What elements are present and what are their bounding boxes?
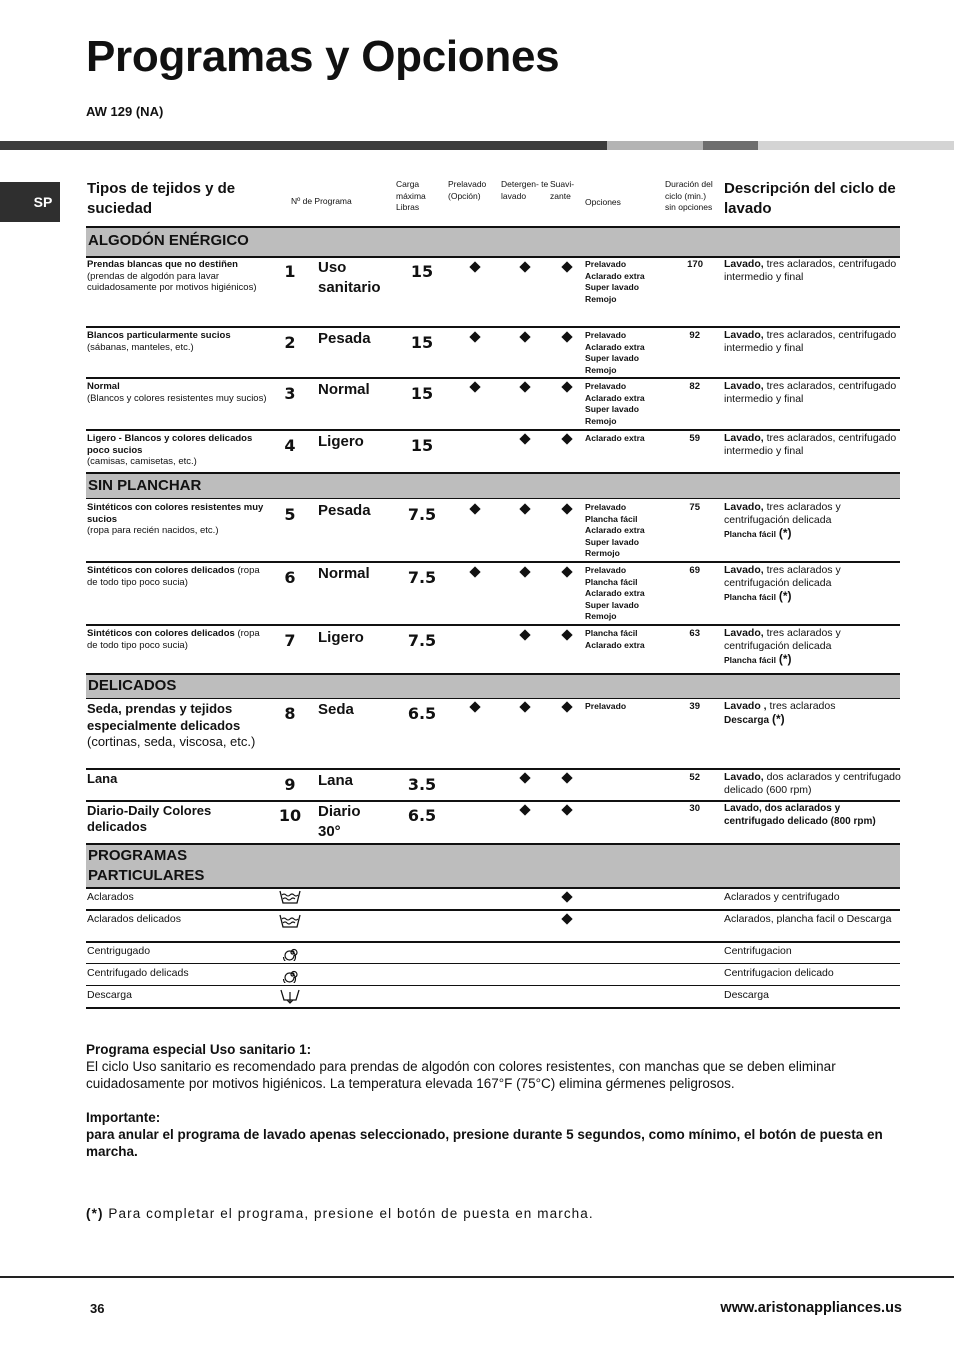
header-carga: Carga máxima Libras: [396, 179, 426, 212]
options-list: Prelavado Aclarado extra Super lavado Remojo: [585, 330, 645, 375]
table-row-1-tipo: Prendas blancas que no destiñen (prendas de algodón para lavar cuidadosamente por motivos higiénicos): [87, 259, 257, 293]
max-load: 15: [410, 262, 434, 281]
cycle-duration: 170: [687, 259, 703, 270]
diamond-icon: [469, 701, 480, 712]
table-rule: [86, 768, 900, 770]
diamond-icon: [561, 629, 572, 640]
program-name: Ligero: [318, 433, 364, 450]
diamond-icon: [561, 804, 572, 815]
max-load: 15: [410, 436, 434, 455]
table-rule: [86, 698, 900, 699]
header-opciones: Opciones: [585, 197, 621, 207]
table-row-4-tipo: Ligero - Blancos y colores delicados poco sucios (camisas, camisetas, etc.): [87, 433, 253, 467]
max-load: 6.5: [407, 806, 437, 825]
options-list: Prelavado Aclarado extra Super lavado Remojo: [585, 381, 645, 426]
cycle-duration: 52: [689, 772, 700, 783]
table-rule: [86, 941, 900, 943]
max-load: 15: [410, 333, 434, 352]
cycle-duration: 30: [689, 803, 700, 814]
diamond-icon: [519, 629, 530, 640]
table-row-5-tipo: Sintéticos con colores resistentes muy sucios (ropa para recién nacidos, etc.): [87, 502, 264, 536]
cycle-description: Lavado, tres aclarados, centrifugado intermedio y final: [724, 329, 897, 354]
section-delicados: DELICADOS: [86, 675, 900, 698]
header-bar-segment: [0, 141, 607, 150]
cycle-duration: 75: [689, 502, 700, 513]
page-number: 36: [90, 1301, 105, 1316]
diamond-icon: [519, 701, 530, 712]
table-rule: [86, 909, 900, 911]
program-number: 8: [284, 704, 296, 723]
table-row-6-tipo: Sintéticos con colores delicados (ropa de todo tipo poco sucia): [87, 565, 260, 588]
table-row-9-tipo: Lana: [87, 771, 118, 786]
diamond-icon: [561, 381, 572, 392]
footer-rule: [0, 1276, 954, 1278]
website-link[interactable]: www.aristonappliances.us: [720, 1300, 902, 1316]
drain-icon: [280, 988, 300, 1004]
section-particulares: PROGRAMAS PARTICULARES: [86, 845, 900, 887]
max-load: 15: [410, 384, 434, 403]
program-name: Normal: [318, 565, 370, 582]
program-number: 2: [284, 333, 296, 352]
diamond-icon: [519, 772, 530, 783]
cycle-description: Lavado, tres aclarados y centrifugación delicada Plancha fácil (*): [724, 501, 841, 540]
diamond-icon: [561, 891, 572, 902]
cycle-duration: 92: [689, 330, 700, 341]
max-load: 3.5: [407, 775, 437, 794]
diamond-icon: [561, 331, 572, 342]
special-row-desc: Centrifugacion: [724, 945, 792, 957]
header-detergente: Detergen- te lavado: [501, 179, 549, 201]
program-name: Lana: [318, 772, 354, 789]
max-load: 6.5: [407, 704, 437, 723]
special-row-desc: Centrifugacion delicado: [724, 967, 834, 979]
header-bar-segment: [607, 141, 703, 150]
max-load: 7.5: [407, 631, 437, 650]
diamond-icon: [519, 381, 530, 392]
section-algodon: ALGODÓN ENÉRGICO: [86, 228, 900, 256]
program-number: 5: [284, 505, 296, 524]
rinse-icon: [279, 889, 301, 905]
options-list: Prelavado Plancha fácil Aclarado extra Super lavado Rermojo: [585, 502, 645, 558]
table-rule: [86, 985, 900, 986]
language-tab: [0, 182, 60, 222]
diamond-icon: [519, 804, 530, 815]
model-number: AW 129 (NA): [86, 104, 164, 119]
table-rule: [86, 429, 900, 431]
diamond-icon: [469, 331, 480, 342]
cycle-description: Lavado, tres aclarados, centrifugado intermedio y final: [724, 258, 897, 283]
special-row-tipo: Centrigugado: [87, 945, 151, 957]
options-list: Plancha fácil Aclarado extra: [585, 628, 645, 650]
program-number: 3: [284, 384, 296, 403]
program-number: 10: [278, 806, 302, 825]
program-number: 6: [284, 568, 296, 587]
diamond-icon: [469, 381, 480, 392]
special-row-tipo: Aclarados: [87, 891, 134, 903]
section-sin-planchar: SIN PLANCHAR: [86, 474, 900, 498]
cycle-description: Lavado, dos aclarados y centrifugado delicado (800 rpm): [724, 803, 876, 827]
special-row-desc: Aclarados, plancha facil o Descarga: [724, 913, 892, 925]
diamond-icon: [469, 503, 480, 514]
diamond-icon: [561, 503, 572, 514]
cycle-duration: 69: [689, 565, 700, 576]
diamond-icon: [561, 433, 572, 444]
header-descripcion: Descripción del ciclo de lavado: [724, 180, 896, 217]
header-programa: Nº de Programa: [291, 196, 352, 206]
header-prelavado: Prelavado (Opción): [448, 179, 487, 201]
diamond-icon: [519, 261, 530, 272]
table-rule: [86, 326, 900, 328]
diamond-icon: [561, 913, 572, 924]
diamond-icon: [561, 261, 572, 272]
table-rule: [86, 963, 900, 964]
cycle-description: Lavado, tres aclarados y centrifugación delicada Plancha fácil (*): [724, 564, 841, 603]
cycle-duration: 39: [689, 701, 700, 712]
diamond-icon: [469, 566, 480, 577]
cycle-description: Lavado, dos aclarados y centrifugado delicado (600 rpm): [724, 771, 901, 796]
program-name: Pesada: [318, 330, 371, 347]
program-name: Seda: [318, 701, 354, 718]
important-note: Importante: para anular el programa de lavado apenas seleccionado, presione durante 5 segundos, como mínimo, el botón de puesta en marcha.: [86, 1110, 883, 1159]
table-row-3-tipo: Normal (Blancos y colores resistentes muy sucios): [87, 381, 267, 404]
options-list: Prelavado Plancha fácil Aclarado extra Super lavado Remojo: [585, 565, 645, 621]
header-suavizante: Suavi- zante: [550, 179, 575, 201]
diamond-icon: [469, 261, 480, 272]
diamond-icon: [519, 503, 530, 514]
table-rule: [86, 887, 900, 889]
cycle-description: Lavado, tres aclarados y centrifugación delicada Plancha fácil (*): [724, 627, 841, 666]
options-list: Aclarado extra: [585, 433, 645, 443]
diamond-icon: [519, 331, 530, 342]
diamond-icon: [561, 772, 572, 783]
cycle-description: Lavado, tres aclarados, centrifugado intermedio y final: [724, 432, 897, 457]
footnote: (*) Para completar el programa, presione el botón de puesta en marcha.: [86, 1206, 594, 1221]
header-duracion: Duración del ciclo (min.) sin opciones: [665, 179, 713, 212]
max-load: 7.5: [407, 568, 437, 587]
options-list: Prelavado Aclarado extra Super lavado Remojo: [585, 259, 645, 304]
spin-icon: [282, 944, 299, 961]
special-program-note: Programa especial Uso sanitario 1: El ciclo Uso sanitario es recomendado para prendas de algodón con colores resistentes, con manchas que se deben eliminar cuidadosamente por motivos higiénicos. La temperatura elevada 167°F (75°C) elimina gérmenes peligrosos.: [86, 1042, 836, 1091]
table-row-10-tipo: Diario-Daily Colores delicados: [87, 803, 212, 834]
cycle-duration: 82: [689, 381, 700, 392]
options-list: Prelavado: [585, 701, 627, 711]
table-rule: [86, 498, 900, 499]
cycle-duration: 59: [689, 433, 700, 444]
diamond-icon: [561, 701, 572, 712]
program-name: Normal: [318, 381, 370, 398]
table-rule: [86, 377, 900, 379]
cycle-description: Lavado, tres aclarados, centrifugado intermedio y final: [724, 380, 897, 405]
rinse-icon: [279, 913, 301, 929]
language-tab-label: SP: [33, 194, 53, 210]
special-row-tipo: Aclarados delicados: [87, 913, 181, 925]
program-number: 9: [284, 775, 296, 794]
table-row-2-tipo: Blancos particularmente sucios (sábanas, manteles, etc.): [87, 330, 231, 353]
cycle-description: Lavado , tres aclarados Descarga (*): [724, 700, 836, 726]
diamond-icon: [519, 566, 530, 577]
special-row-tipo: Centrifugado delicads: [87, 967, 189, 979]
program-number: 4: [284, 436, 296, 455]
diamond-icon: [561, 566, 572, 577]
program-name: Ligero: [318, 629, 364, 646]
program-name: Uso sanitario: [318, 259, 381, 296]
header-tipos: Tipos de tejidos y de suciedad: [87, 180, 236, 217]
header-bar-segment: [703, 141, 758, 150]
program-number: 7: [284, 631, 296, 650]
diamond-icon: [519, 433, 530, 444]
special-row-tipo: Descarga: [87, 989, 132, 1001]
spin-icon: [282, 966, 299, 983]
program-number: 1: [284, 262, 296, 281]
program-name: Diario 30°: [318, 803, 361, 840]
cycle-duration: 63: [689, 628, 700, 639]
table-rule: [86, 624, 900, 626]
page-title: Programas y Opciones: [86, 32, 560, 81]
program-name: Pesada: [318, 502, 371, 519]
table-row-7-tipo: Sintéticos con colores delicados (ropa de todo tipo poco sucia): [87, 628, 260, 651]
table-rule: [86, 561, 900, 563]
special-row-desc: Descarga: [724, 989, 769, 1001]
header-bar-segment: [758, 141, 954, 150]
max-load: 7.5: [407, 505, 437, 524]
table-rule: [86, 1007, 900, 1009]
special-row-desc: Aclarados y centrifugado: [724, 891, 840, 903]
table-row-8-tipo: Seda, prendas y tejidos especialmente delicados (cortinas, seda, viscosa, etc.): [87, 701, 256, 749]
